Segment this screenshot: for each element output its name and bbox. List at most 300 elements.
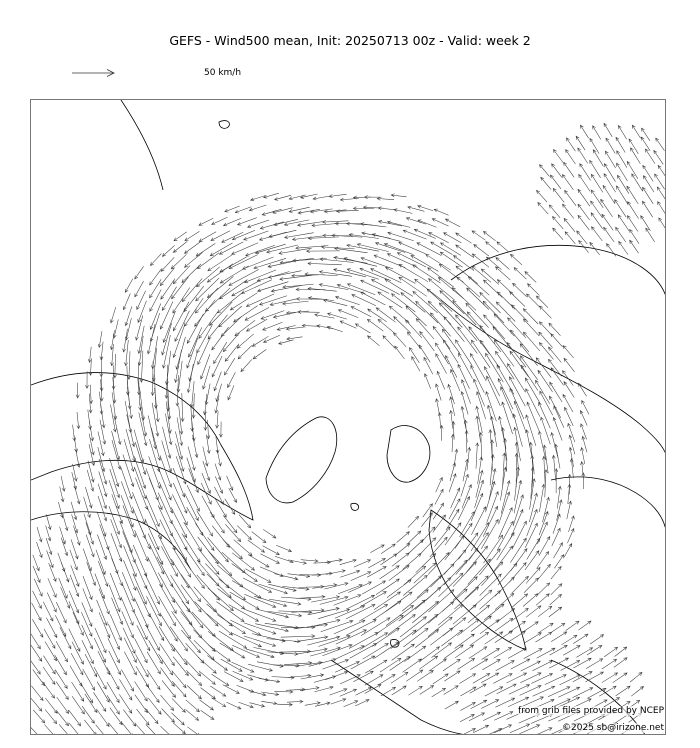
wind-vector [121,467,133,499]
wind-vector [197,511,213,536]
wind-vector [539,403,551,429]
wind-vector [123,294,130,310]
wind-vector [186,700,200,712]
wind-vector [627,186,638,204]
wind-vector [101,404,106,428]
wind-vector [383,336,395,348]
wind-vector [430,628,453,645]
wind-vector [399,277,427,296]
wind-vector [553,150,563,163]
wind-vector [403,575,427,595]
wind-vector [70,575,79,597]
wind-vector [526,606,541,617]
wind-vector [157,557,173,587]
wind-vector [561,635,577,645]
wind-vector [265,623,299,629]
wind-vector [586,659,603,669]
wind-vector [654,150,663,164]
wind-vector [197,267,220,287]
wind-vector [417,576,442,598]
coastlines [31,100,666,735]
wind-vector [33,710,44,723]
wind-vector [452,422,455,440]
wind-vector [483,231,495,240]
wind-vector [88,347,91,363]
wind-vector [175,311,190,342]
wind-vector [576,648,592,658]
wind-vector [239,515,251,528]
wind-vector [480,620,499,634]
wind-vector [69,601,79,624]
wind-vector [208,255,232,271]
wind-vector [435,399,439,415]
wind-vector [31,658,40,674]
wind-vector [173,241,187,252]
wind-vector [552,528,560,546]
wind-vector [551,584,562,595]
wind-vector [181,611,202,638]
wind-vector [591,190,603,208]
wind-vector [450,411,453,429]
wind-vector [279,340,294,345]
wind-vector [150,279,162,298]
wind-vector [150,290,161,312]
wind-vector [201,483,211,504]
wind-vector [538,203,548,215]
wind-vector [526,430,533,462]
wind-vector [569,447,574,467]
wind-vector [84,720,96,735]
wind-vector [313,196,331,200]
wind-vector [181,393,184,422]
wind-vector [135,530,149,561]
wind-vector [217,565,243,587]
wind-vector [525,551,539,570]
wind-vector [100,342,103,360]
wind-vector [149,478,162,510]
wind-vector [146,468,159,500]
wind-vector [377,197,394,200]
wind-vector [253,349,266,359]
wind-vector [175,350,182,382]
wind-vector [510,254,522,265]
wind-vector [380,554,396,565]
wind-vector [134,430,144,463]
wind-vector [473,673,490,683]
wind-vector [173,657,188,676]
wind-vector [31,686,43,701]
wind-vector [173,266,190,284]
wind-vector [435,384,441,401]
wind-vector [523,309,538,324]
wind-vector [214,487,223,505]
wind-vector [225,499,235,515]
wind-vector [645,149,655,164]
wind-vector [481,519,498,549]
wind-vector [581,424,587,440]
wind-vector [48,578,56,597]
wind-vector [200,354,210,379]
wind-vector [445,701,459,709]
wind-vector [151,428,161,461]
wind-vector [542,456,545,485]
wind-vector [212,526,229,548]
wind-vector [482,660,500,670]
wind-vector [564,162,575,177]
wind-vector [202,473,211,493]
wind-vector [451,488,460,508]
wind-vector [230,293,257,310]
wind-vector [309,297,335,301]
wind-vector [471,493,483,521]
wind-vector [230,620,260,635]
wind-vector [656,138,665,151]
wind-vector [336,210,358,213]
wind-vector [184,286,204,312]
wind-vector [173,483,187,513]
coastline-segment [266,417,337,503]
wind-vector [537,648,555,658]
wind-vector [616,186,628,204]
wind-vector [147,596,162,626]
wind-vector [135,281,144,297]
wind-vector [564,544,572,558]
wind-vector [430,537,448,557]
wind-vector [368,336,380,346]
wind-vector [563,346,574,358]
wind-vector [220,257,247,273]
wind-vector [232,280,262,296]
wind-vector [495,593,514,609]
wind-vector [508,648,526,658]
wind-vector [470,684,486,693]
wind-vector [252,532,266,543]
wind-vector [136,654,149,677]
wind-vector [121,598,133,626]
wind-vector [419,538,435,555]
wind-vector [590,635,603,644]
wind-vector [391,672,408,683]
wind-vector [657,187,666,202]
wind-vector [73,425,76,441]
wind-vector [125,306,132,325]
wind-vector [520,344,537,366]
wind-vector [253,647,283,654]
wind-vector [461,474,469,496]
wind-vector [161,695,174,710]
wind-vector [308,287,337,291]
wind-vector [428,602,454,624]
wind-vector [444,686,459,695]
wind-vector [184,493,198,521]
wind-vector [248,540,265,552]
wind-vector [260,554,279,564]
wind-vector [283,301,309,305]
wind-vector [262,209,282,215]
wind-vector [202,366,210,389]
wind-vector [472,266,491,282]
wind-vector [86,523,94,545]
wind-vector [449,474,456,492]
wind-vector [431,313,451,336]
wind-vector [174,232,187,241]
wind-vector [292,609,325,613]
wind-vector [139,413,147,446]
wind-vector [81,612,92,636]
wind-vector [98,561,108,586]
wind-vector [108,546,119,573]
wind-vector [376,242,406,252]
wind-vector [567,529,574,544]
wind-vector [264,335,280,342]
wind-vector [241,359,252,371]
wind-vector [551,632,567,642]
wind-vector [427,289,452,312]
wind-vector [480,340,500,368]
wind-vector [155,388,160,422]
wind-vector [31,632,40,649]
wind-vector [512,305,529,322]
wind-vector [494,647,512,658]
wind-vector [151,336,157,368]
wind-vector [293,236,323,241]
wind-vector [484,315,505,339]
wind-vector [536,296,548,308]
wind-vector [99,392,103,415]
wind-vector [149,614,164,641]
wind-vector [365,660,387,673]
wind-vector [444,560,467,585]
wind-vector [307,250,340,253]
wind-vector [482,648,500,659]
wind-vector [484,604,504,620]
wind-vector [467,288,489,310]
wind-vector [44,629,55,648]
wind-vector [429,279,455,301]
wind-vector [471,340,490,368]
wind-vector [469,647,487,659]
wind-vector [45,698,57,713]
wind-vector [171,584,190,613]
wind-vector [188,327,202,357]
wind-vector [311,209,333,213]
wind-vector [261,701,277,705]
coastline-segment [219,121,229,129]
wind-vector [110,469,120,498]
wind-vector [307,619,340,628]
wind-vector [365,196,382,199]
wind-vector [510,351,528,377]
wind-vector [525,633,542,643]
wind-vector [557,500,563,521]
data-source-credit: from grib files provided by NCEP [518,706,664,716]
wind-vector [132,492,145,524]
wind-vector [631,148,641,164]
wind-vector [281,635,315,638]
wind-vector [232,230,255,240]
wind-vector [414,229,436,238]
wind-vector [568,423,575,442]
wind-vector [112,558,123,586]
wind-vector [551,567,561,580]
wind-vector [378,292,402,308]
wind-vector [531,674,552,684]
wind-vector [161,257,174,271]
wind-vector [607,244,616,257]
wind-vector [312,223,339,227]
wind-vector [134,613,147,640]
wind-vector [223,685,240,694]
wind-vector [550,175,561,189]
wind-vector [43,602,53,621]
wind-vector [61,587,70,608]
wind-vector [227,476,233,490]
wind-vector [110,708,122,725]
wind-vector [187,686,201,699]
wind-vector [567,501,572,519]
wind-vector [540,165,550,177]
wind-vector [590,242,600,254]
wind-vector [71,565,79,586]
wind-vector [436,354,447,374]
wind-vector [275,195,291,200]
wind-vector [537,190,548,202]
wind-vector [82,640,94,664]
wind-vector [498,379,513,410]
wind-vector [496,351,515,379]
coastline-segment [387,426,430,483]
wind-vector [225,344,239,362]
wind-vector [260,222,284,229]
wind-vector [444,645,463,659]
wind-vector [395,346,405,359]
wind-vector [120,521,133,552]
wind-vector [216,384,222,402]
wind-vector [287,700,303,703]
wind-vector [210,302,233,326]
wind-vector [578,621,591,630]
wind-vector [428,553,449,575]
wind-vector [549,205,560,218]
wind-vector [392,553,409,566]
wind-vector [45,642,57,661]
wind-vector [60,487,64,502]
wind-vector [261,692,279,696]
wind-vector [158,535,174,565]
wind-vector [250,703,265,708]
wind-vector [562,175,573,190]
wind-vector [554,543,563,558]
wind-vector [95,628,106,653]
wind-vector [581,448,585,465]
wind-vector [135,682,148,702]
wind-vector [120,679,132,700]
wind-vector [578,148,588,164]
wind-vector [228,372,236,387]
wind-vector [541,177,551,189]
wind-vector [367,319,383,331]
wind-vector [296,595,325,598]
wind-vector [484,280,503,297]
wind-vector [56,641,68,662]
wind-vector [313,584,337,589]
wind-vector [421,513,432,527]
wind-vector [63,514,69,531]
wind-vector [87,562,96,585]
wind-vector [437,371,445,389]
wind-vector [123,329,128,352]
wind-vector [110,344,113,366]
wind-vector [514,401,526,433]
wind-vector [330,688,347,695]
wind-vector [374,592,400,610]
wind-vector [587,645,602,655]
wind-vector [248,220,270,228]
wind-vector [580,411,587,426]
wind-vector [252,634,285,643]
wind-vector [59,724,71,735]
wind-vector [85,654,97,677]
wind-vector [604,123,612,137]
wind-vector [244,231,269,240]
wind-vector [73,526,80,545]
wind-vector [163,312,175,342]
wind-vector [322,644,352,655]
wind-vector [206,613,232,635]
wind-vector [263,529,276,538]
wind-vector [486,353,504,382]
wind-vector [110,330,114,350]
wind-vector [552,164,562,178]
wind-vector [207,264,233,282]
wind-vector [388,232,414,241]
wind-vector [408,540,423,555]
wind-vector [201,688,216,699]
wind-vector [108,638,120,663]
wind-vector [97,535,106,560]
wind-vector [406,670,423,681]
wind-vector [536,594,549,606]
wind-vector [244,609,276,621]
wind-vector [319,283,348,289]
wind-vector [433,515,446,533]
wind-vector [619,241,628,254]
wind-vector [550,594,562,605]
wind-vector [353,196,371,199]
wind-vector [392,644,415,660]
wind-vector [389,565,409,580]
wind-vector [394,333,407,347]
wind-vector [527,294,540,307]
wind-vector [643,187,654,204]
wind-vector [388,615,415,635]
wind-vector [249,691,266,696]
wind-vector [563,204,574,218]
wind-vector [351,307,371,317]
wind-vector [299,573,320,576]
wind-vector [541,417,551,444]
wind-vector [513,283,527,297]
wind-vector [569,435,575,454]
wind-vector [121,669,133,691]
wind-vector [124,439,134,471]
map-panel [30,99,666,735]
wind-vector [161,726,174,735]
wind-vector [658,165,666,179]
wind-vector [605,151,615,168]
wind-vector [553,217,564,229]
wind-vector [627,161,638,178]
